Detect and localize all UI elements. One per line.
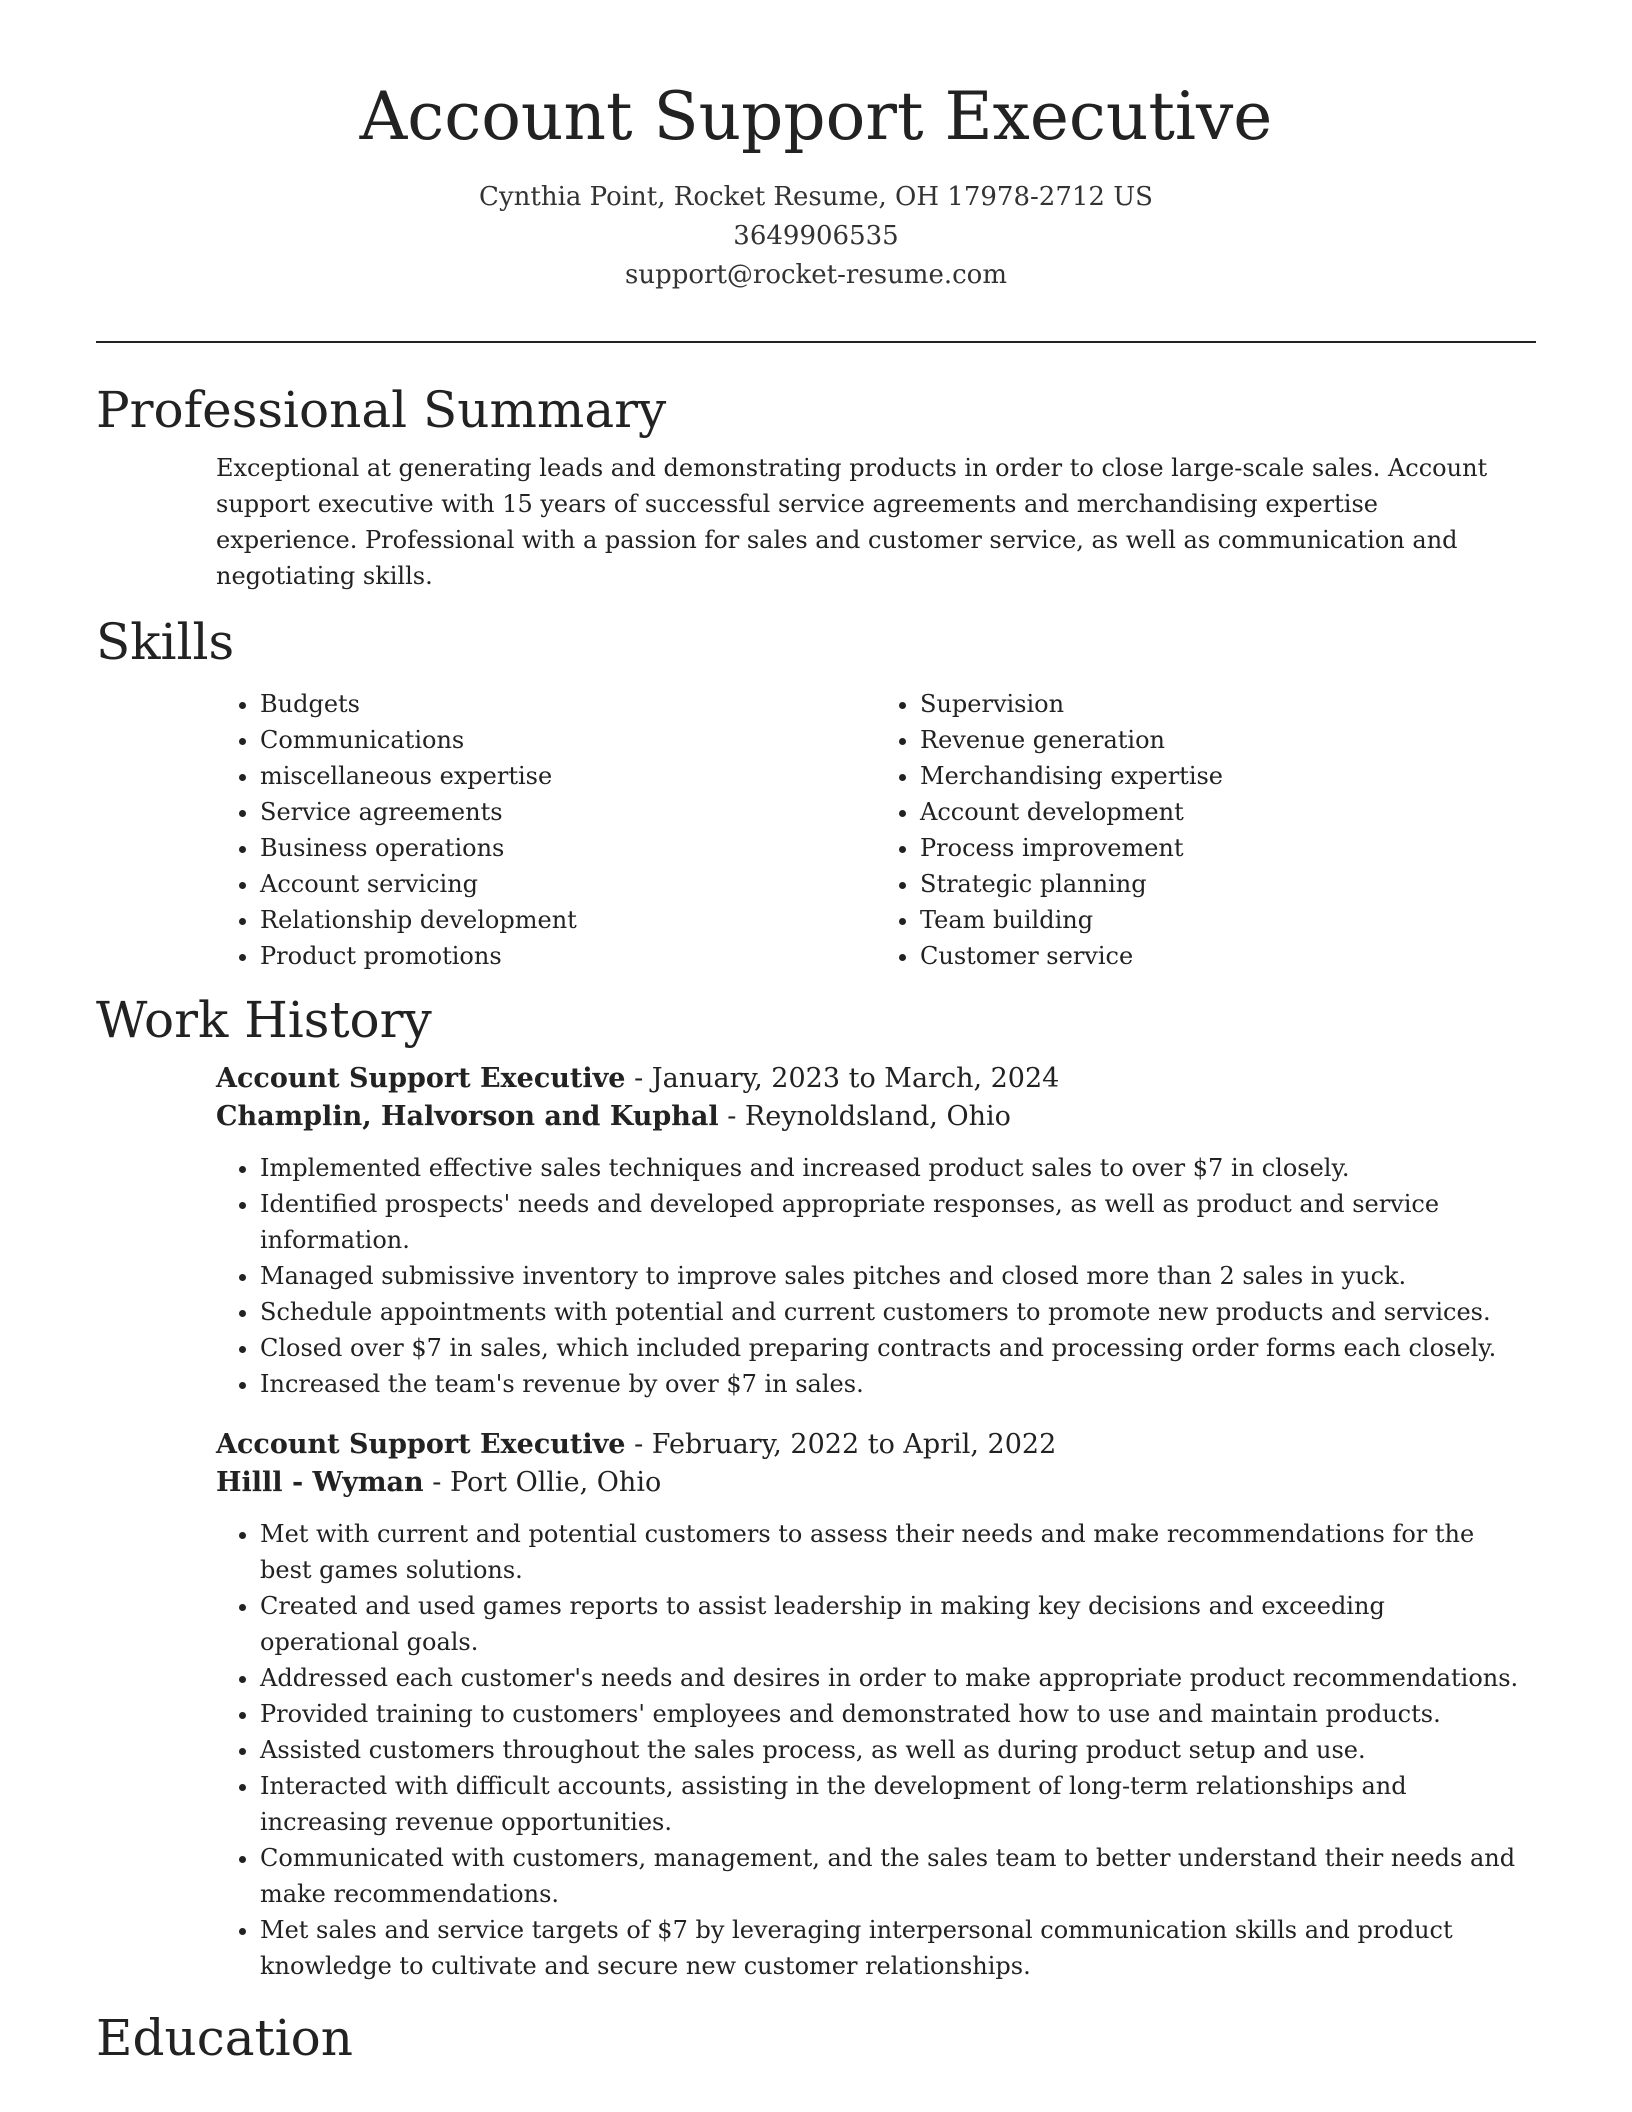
skill-item: • Service agreements [260, 794, 876, 830]
job-bullet: • Met sales and service targets of $7 by leveraging interpersonal communication skills and product knowledge to cultivate and secure new customer relationships. [260, 1912, 1524, 1984]
skill-item: • Team building [920, 902, 1536, 938]
skill-item: • Business operations [260, 830, 876, 866]
job-bullet: • Identified prospects' needs and developed appropriate responses, as well as product and service information. [260, 1186, 1524, 1258]
job-title-line [216, 1426, 1536, 1464]
job-bullets [216, 1516, 1536, 1984]
work-history-heading: Work History [96, 991, 432, 1049]
job-company-line [216, 1464, 1536, 1502]
job-bullet: • Assisted customers throughout the sales process, as well as during product setup and use. [260, 1732, 1524, 1768]
education-heading: Education [96, 2009, 353, 2067]
job-company: Champlin, Halvorson and Kuphal [216, 1101, 719, 1132]
job-entry [216, 1060, 1536, 1402]
skill-item: • Communications [260, 722, 876, 758]
job-bullet: • Provided training to customers' employees and demonstrated how to use and maintain products. [260, 1696, 1524, 1732]
skill-item: • Budgets [260, 686, 876, 722]
job-bullet: • Addressed each customer's needs and desires in order to make appropriate product recommendations. [260, 1660, 1524, 1696]
job-position: Account Support Executive [216, 1429, 626, 1460]
job-company: Hilll - Wyman [216, 1467, 424, 1498]
job-bullets [216, 1150, 1536, 1402]
resume-header [0, 0, 1632, 295]
job-location: - Reynoldsland, Ohio [718, 1101, 1011, 1132]
job-title-line [216, 1060, 1536, 1098]
resume-name: Account Support Executive [359, 78, 1273, 155]
job-company-line [216, 1098, 1536, 1136]
job-bullet: • Interacted with difficult accounts, assisting in the development of long-term relationships and increasing revenue opportunities. [260, 1768, 1524, 1840]
contact-phone: 3649906535 [733, 221, 899, 251]
skill-item: • miscellaneous expertise [260, 758, 876, 794]
header-divider [96, 341, 1536, 343]
contact-address: Cynthia Point, Rocket Resume, OH 17978-2712 US [479, 182, 1153, 212]
skill-item: • Process improvement [920, 830, 1536, 866]
skill-item: • Relationship development [260, 902, 876, 938]
job-bullet: • Schedule appointments with potential and current customers to promote new products and services. [260, 1294, 1524, 1330]
job-bullet: • Created and used games reports to assist leadership in making key decisions and exceeding operational goals. [260, 1588, 1524, 1660]
job-dates: - January, 2023 to March, 2024 [625, 1063, 1060, 1094]
resume-body [96, 380, 1536, 2068]
skills-list [216, 686, 1536, 974]
job-location: - Port Ollie, Ohio [423, 1467, 662, 1498]
skill-item: • Product promotions [260, 938, 876, 974]
skills-column-left [216, 686, 876, 974]
skill-item: • Merchandising expertise [920, 758, 1536, 794]
job-bullet: • Closed over $7 in sales, which included preparing contracts and processing order forms each closely. [260, 1330, 1524, 1366]
skill-item: • Account development [920, 794, 1536, 830]
job-bullet: • Increased the team's revenue by over $7 in sales. [260, 1366, 1524, 1402]
job-bullet: • Implemented effective sales techniques and increased product sales to over $7 in closely. [260, 1150, 1524, 1186]
summary-heading: Professional Summary [96, 381, 667, 439]
job-dates: - February, 2022 to April, 2022 [625, 1429, 1057, 1460]
skills-heading: Skills [96, 613, 235, 671]
skills-column-right [876, 686, 1536, 974]
skill-item: • Customer service [920, 938, 1536, 974]
contact-email: support@rocket-resume.com [624, 260, 1007, 290]
summary-text: Exceptional at generating leads and demonstrating products in order to close large-scale sales. Account support executive with 15 years of successful service agreements and merchandising expertise experience. Professional with a passion for sales and customer service, as well as communication and negotiating skills. [216, 454, 1488, 590]
job-bullet: • Communicated with customers, management, and the sales team to better understand their needs and make recommendations. [260, 1840, 1524, 1912]
job-bullet: • Managed submissive inventory to improve sales pitches and closed more than 2 sales in yuck. [260, 1258, 1524, 1294]
skill-item: • Supervision [920, 686, 1536, 722]
job-entry [216, 1426, 1536, 1984]
job-position: Account Support Executive [216, 1063, 626, 1094]
skill-item: • Strategic planning [920, 866, 1536, 902]
skill-item: • Revenue generation [920, 722, 1536, 758]
skill-item: • Account servicing [260, 866, 876, 902]
job-bullet: • Met with current and potential customers to assess their needs and make recommendations for the best games solutions. [260, 1516, 1524, 1588]
